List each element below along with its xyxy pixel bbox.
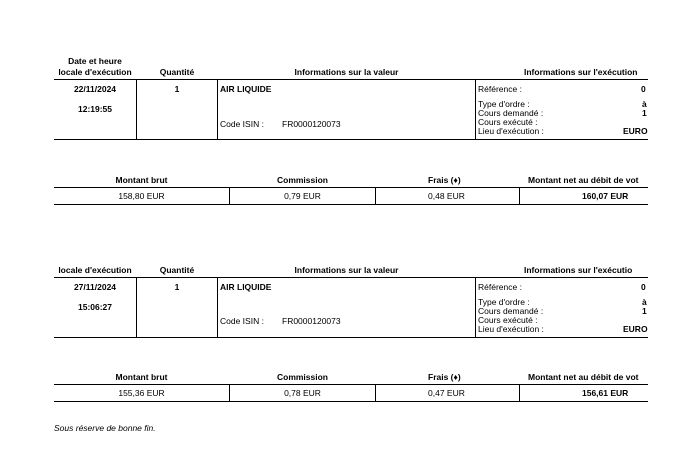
header-execution-info: Informations sur l'exécution bbox=[524, 67, 638, 77]
security-name: AIR LIQUIDE bbox=[220, 84, 272, 94]
table-bottom-border bbox=[54, 337, 648, 338]
amounts-bottom-border bbox=[54, 401, 648, 402]
table-top-border bbox=[54, 79, 648, 80]
net-amount: 156,61 EUR bbox=[582, 388, 629, 398]
order-type-value: à bbox=[642, 297, 647, 307]
header-security-info: Informations sur la valeur bbox=[294, 265, 399, 275]
column-divider bbox=[217, 277, 218, 337]
fees-amount: 0,47 EUR bbox=[428, 388, 465, 398]
execution-time: 15:06:27 bbox=[77, 302, 113, 312]
header-security-info: Informations sur la valeur bbox=[294, 67, 399, 77]
header-gross-amount: Montant brut bbox=[115, 175, 168, 185]
header-commission: Commission bbox=[276, 175, 328, 185]
net-amount: 160,07 EUR bbox=[582, 191, 629, 201]
column-divider bbox=[519, 187, 520, 204]
executed-price-label: Cours exécuté : bbox=[478, 117, 538, 127]
column-divider bbox=[519, 384, 520, 401]
isin-value: FR0000120073 bbox=[282, 316, 341, 326]
header-date-time-line1: Date et heure bbox=[68, 56, 122, 66]
requested-price-label: Cours demandé : bbox=[478, 108, 544, 118]
quantity-value: 1 bbox=[174, 282, 180, 292]
isin-label: Code ISIN : bbox=[220, 316, 264, 326]
reference-label: Référence : bbox=[478, 282, 522, 292]
order-type-value: à bbox=[642, 99, 647, 109]
header-net-amount: Montant net au débit de vot bbox=[528, 372, 639, 382]
quantity-value: 1 bbox=[174, 84, 180, 94]
reference-value: 0 bbox=[641, 282, 646, 292]
reference-label: Référence : bbox=[478, 84, 522, 94]
header-date-time-line2: locale d'exécution bbox=[58, 265, 132, 275]
isin-value: FR0000120073 bbox=[282, 119, 341, 129]
header-fees: Frais (♦) bbox=[428, 372, 461, 382]
header-quantity: Quantité bbox=[159, 265, 195, 275]
column-divider bbox=[375, 384, 376, 401]
header-execution-info: Informations sur l'exécutio bbox=[524, 265, 633, 275]
amounts-top-border bbox=[54, 187, 648, 188]
executed-price-label: Cours exécuté : bbox=[478, 315, 538, 325]
fees-amount: 0,48 EUR bbox=[428, 191, 465, 201]
footer-note: Sous réserve de bonne fin. bbox=[54, 423, 156, 433]
execution-date: 27/11/2024 bbox=[73, 282, 117, 292]
header-gross-amount: Montant brut bbox=[115, 372, 168, 382]
commission-amount: 0,79 EUR bbox=[284, 191, 321, 201]
commission-amount: 0,78 EUR bbox=[284, 388, 321, 398]
amounts-top-border bbox=[54, 384, 648, 385]
table-top-border bbox=[54, 277, 648, 278]
column-divider bbox=[217, 79, 218, 139]
column-divider bbox=[375, 187, 376, 204]
column-divider bbox=[475, 79, 476, 139]
header-fees: Frais (♦) bbox=[428, 175, 461, 185]
venue-value: EURO bbox=[623, 126, 648, 136]
requested-price-value: 1 bbox=[642, 108, 647, 118]
column-divider bbox=[475, 277, 476, 337]
requested-price-value: 1 bbox=[642, 306, 647, 316]
venue-label: Lieu d'exécution : bbox=[478, 324, 544, 334]
execution-date: 22/11/2024 bbox=[73, 84, 117, 94]
execution-time: 12:19:55 bbox=[77, 104, 113, 114]
gross-amount: 158,80 EUR bbox=[118, 191, 165, 201]
security-name: AIR LIQUIDE bbox=[220, 282, 272, 292]
amounts-bottom-border bbox=[54, 204, 648, 205]
requested-price-label: Cours demandé : bbox=[478, 306, 544, 316]
order-type-label: Type d'ordre : bbox=[478, 99, 530, 109]
order-type-label: Type d'ordre : bbox=[478, 297, 530, 307]
header-date-time-line2: locale d'exécution bbox=[58, 67, 132, 77]
venue-value: EURO bbox=[623, 324, 648, 334]
header-net-amount: Montant net au débit de vot bbox=[528, 175, 639, 185]
gross-amount: 155,36 EUR bbox=[118, 388, 165, 398]
isin-label: Code ISIN : bbox=[220, 119, 264, 129]
header-commission: Commission bbox=[276, 372, 328, 382]
reference-value: 0 bbox=[641, 84, 646, 94]
header-quantity: Quantité bbox=[159, 67, 195, 77]
table-bottom-border bbox=[54, 139, 648, 140]
venue-label: Lieu d'exécution : bbox=[478, 126, 544, 136]
